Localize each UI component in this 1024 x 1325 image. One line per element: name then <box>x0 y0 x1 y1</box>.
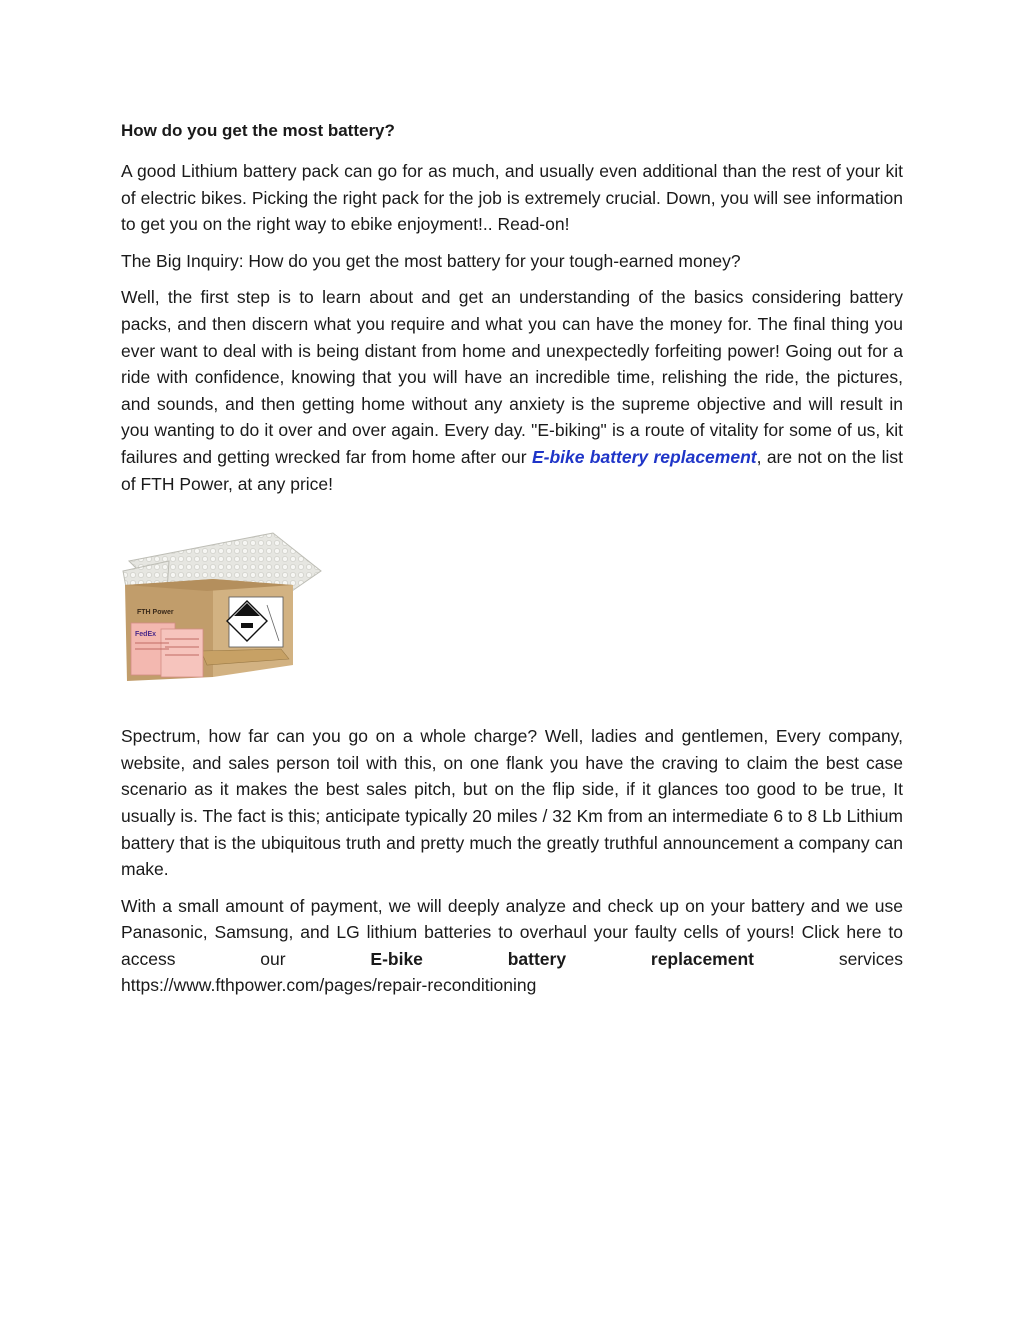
paragraph-first-step <box>121 284 903 497</box>
paragraph-first-step-text: Well, the first step is to learn about and get an understanding of the basics considering battery packs, and then discern what you require and what you can have the money for. The final thing you ever want to deal with is being distant from home and unexpectedly forfeiting power! Going out for a ride with confidence, knowing that you will have an incredible time, relishing the ride, the pictures, and sounds, and then getting home without any anxiety is the supreme objective and will result in you wanting to do it over and over again. Every day. "E-biking" is a route of vitality for some of us, kit failures and getting wrecked far from home after our <box>121 287 903 467</box>
paragraph-service-text: With a small amount of payment, we will deeply analyze and check up on your battery and we use Panasonic, Samsung, and LG lithium batteries to overhaul your faulty cells of yours! Click here to access our <box>121 895 903 969</box>
paragraph-spectrum: Spectrum, how far can you go on a whole charge? Well, ladies and gentlemen, Every company, website, and sales person toil with this, on one flank you have the craving to claim the best case scenario as it makes the best sales pitch, but on the flip side, if it glances too good to be true, It usually is. The fact is this; anticipate typically 20 miles / 32 Km from an intermediate 6 to 8 Lb Lithium battery that is the ubiquitous truth and pretty much the greatly truthful announcement a company can make. <box>121 726 903 880</box>
paragraph-intro: A good Lithium battery pack can go for as much, and usually even additional than the rest of your kit of electric bikes. Picking the right pack for the job is extremely crucial. Down, you will see information to get you on the right way to ebike enjoyment!.. Read-on! <box>121 161 903 235</box>
ebike-battery-replacement-text: E-bike battery replacement <box>370 948 754 969</box>
battery-shipping-box-image <box>121 531 327 687</box>
ebike-battery-replacement-link[interactable]: E-bike battery replacement <box>531 446 757 467</box>
paragraph-service <box>121 893 903 973</box>
hazard-label <box>227 597 283 647</box>
document-page <box>121 118 903 999</box>
paragraph-first-step-tail: , are not on the list of FTH Power, at any price! <box>121 446 903 494</box>
svg-text:FedEx: FedEx <box>135 631 157 639</box>
repair-reconditioning-url[interactable]: https://www.fthpower.com/pages/repair-reconditioning <box>121 975 537 996</box>
svg-text:FTH Power: FTH Power <box>137 609 174 617</box>
article-heading: How do you get the most battery? <box>121 121 395 140</box>
paragraph-service-tail: services <box>754 948 903 969</box>
paragraph-big-inquiry: The Big Inquiry: How do you get the most battery for your tough-earned money? <box>121 250 741 271</box>
